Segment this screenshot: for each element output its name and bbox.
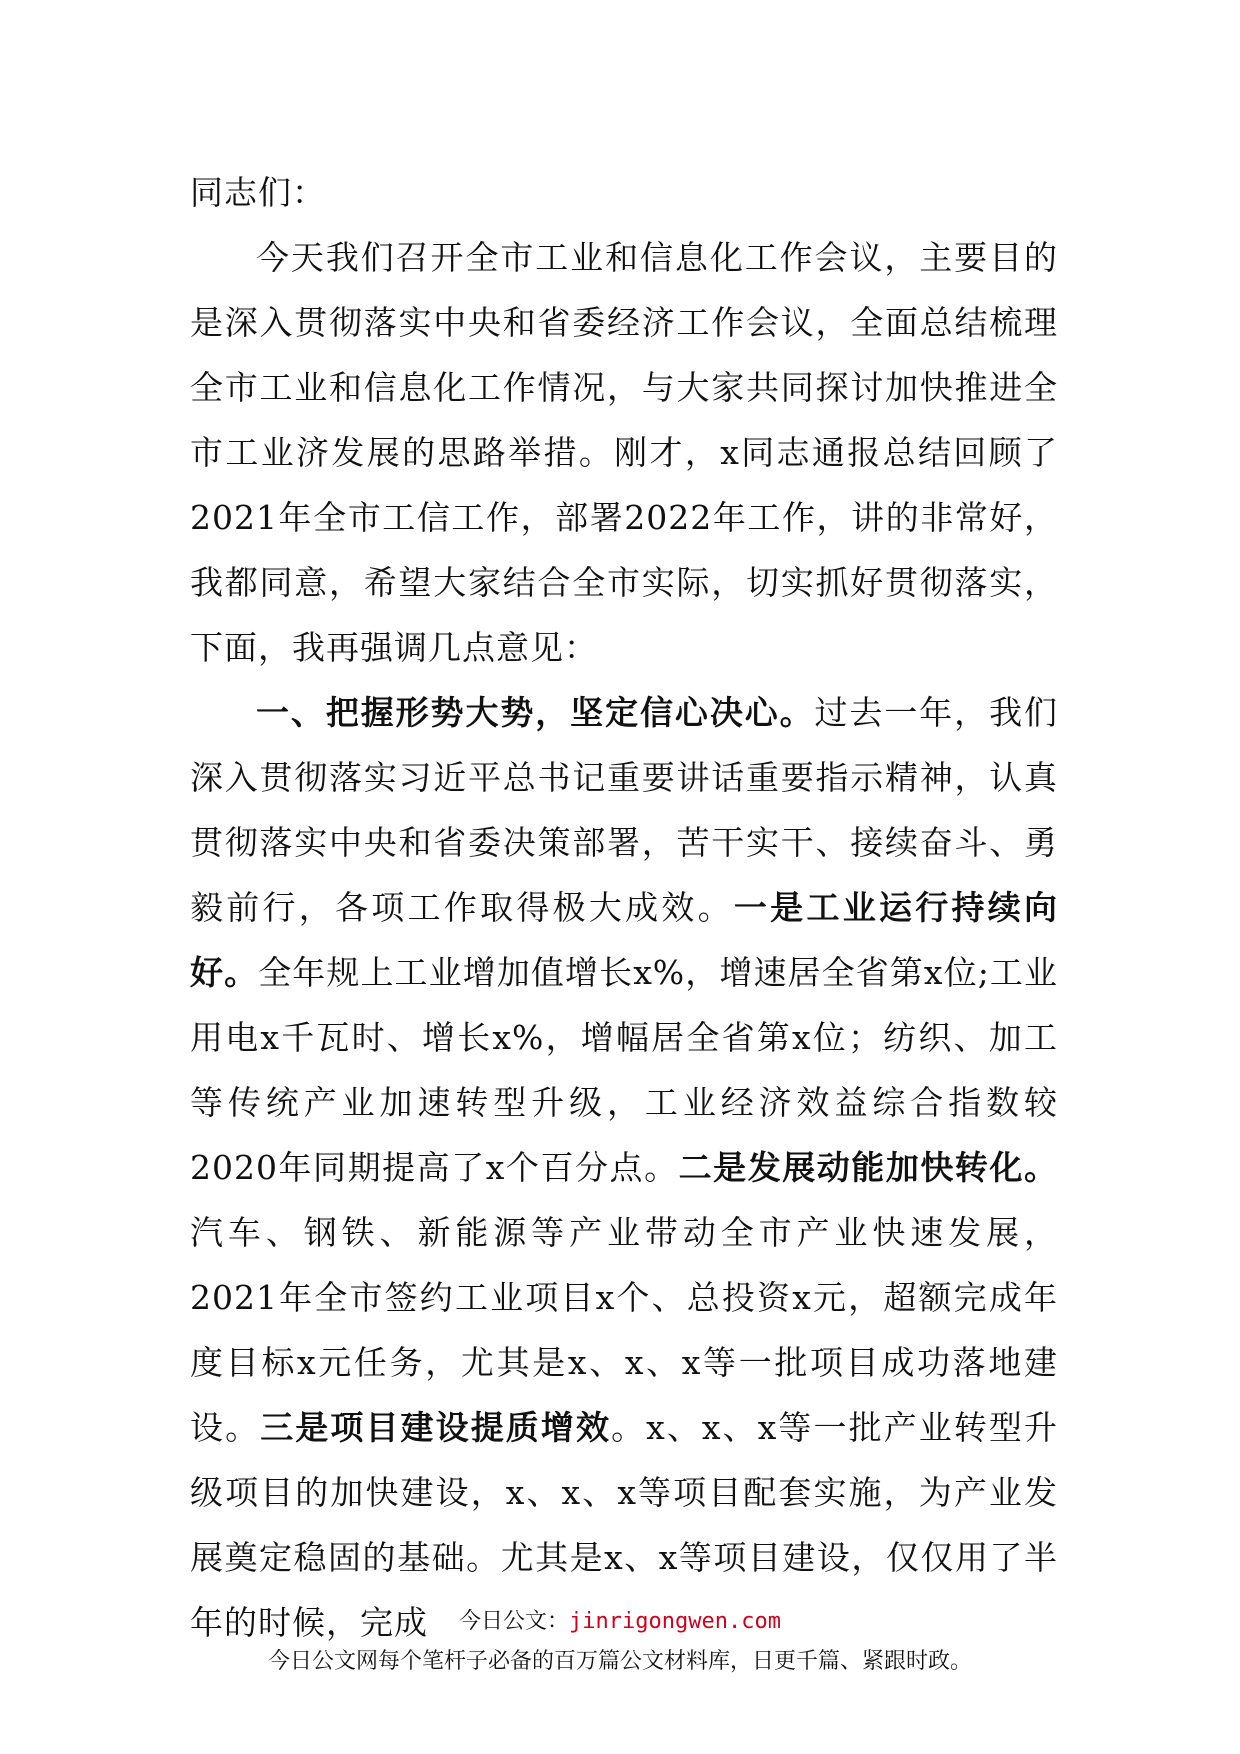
footer-tagline: 今日公文网每个笔杆子必备的百万篇公文材料库，日更千篇、紧跟时政。	[267, 1649, 972, 1674]
point-1-heading: 一是工业运行持续向好。	[190, 888, 1059, 992]
section-1-paragraph	[190, 680, 1058, 1655]
intro-paragraph: 今天我们召开全市工业和信息化工作会议，主要目的是深入贯彻落实中央和省委经济工作会议，全面总结梳理全市工业和信息化工作情况，与大家共同探讨加快推进全市工业济发展的思路举措。刚才，x同志通报总结回顾了2021年全市工信工作，部署2022年工作，讲的非常好，我都同意，希望大家结合全市实际，切实抓好贯彻落实，下面，我再强调几点意见：	[190, 238, 1058, 667]
footer-site-label: 今日公文：	[459, 1609, 570, 1634]
footer-site-line	[0, 1604, 1240, 1635]
point-3-heading: 三是项目建设提质增效	[260, 1408, 612, 1447]
footer-site-link[interactable]: jinrigongwen.com	[569, 1609, 781, 1634]
section-1-text-4: 。x、x、x等一批产业转型升级项目的加快建设，x、x、x等项目配套实施，为产业发展奠定稳固的基础。尤其是x、x等项目建设，仅仅用了半年的时候，完成	[190, 1408, 1059, 1642]
section-1-text-3: 汽车、钢铁、新能源等产业带动全市产业快速发展，2021年全市签约工业项目x个、总投资x元，超额完成年度目标x元任务，尤其是x、x、x等一批项目成功落地建设。	[190, 1213, 1058, 1447]
section-1-heading: 一、把握形势大势，坚定信心决心。	[256, 693, 815, 732]
section-1-text-1: 过去一年，我们深入贯彻落实习近平总书记重要讲话重要指示精神，认真贯彻落实中央和省委决策部署，苦干实干、接续奋斗、勇毅前行，各项工作取得极大成效。	[190, 693, 1059, 927]
salutation: 同志们：	[190, 173, 326, 212]
section-1-text-2: 全年规上工业增加值增长x%，增速居全省第x位;工业用电x千瓦时、增长x%，增幅居全省第x位；纺织、加工等传统产业加速转型升级，工业经济效益综合指数较2020年同期提高了x个百分点。	[190, 953, 1058, 1187]
point-2-heading: 二是发展动能加快转化。	[678, 1148, 1059, 1187]
document-body	[190, 160, 1058, 1655]
